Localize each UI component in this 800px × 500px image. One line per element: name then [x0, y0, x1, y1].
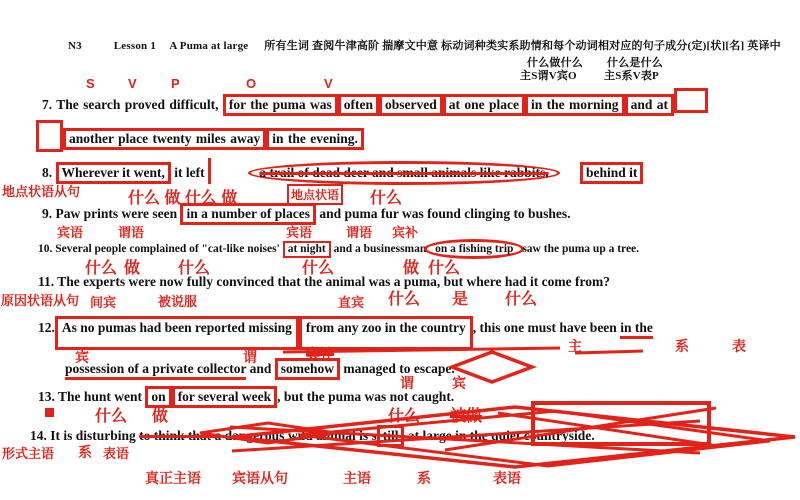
boxed-phrase: behind it — [580, 162, 643, 184]
sentence-number: 8. — [42, 165, 53, 180]
label-object-complement: 宾补 — [392, 225, 419, 240]
boxed-phrase: and at — [625, 94, 674, 116]
label-be-convinced: 被说服 — [158, 294, 198, 309]
lesson-number: Lesson 1 — [113, 40, 157, 52]
sentence-number: 9. — [42, 206, 53, 221]
sentence-number: 11. — [38, 274, 55, 289]
sentence-text: , this one must have been — [472, 320, 617, 335]
red-square-marker — [45, 408, 54, 417]
sentence-8 — [42, 158, 643, 184]
label-direct-object: 直宾 — [338, 295, 365, 310]
formula-be: 什么是什么 — [607, 57, 663, 69]
label-what: 什么 — [178, 260, 211, 277]
label-predicate: 谓 — [243, 349, 257, 365]
label-what: 什么 — [388, 408, 421, 425]
sentence-number: 13. — [38, 389, 55, 404]
circled-struck-phrase: a trail of dead deer and small animals like rabbits. — [248, 161, 559, 185]
label-what: 什么 — [428, 260, 461, 277]
sentence-text: saw the puma up a tree. — [522, 243, 640, 255]
sentence-text: The search proved difficult, — [56, 97, 219, 112]
sentence-text: , but the puma was not caught. — [277, 389, 455, 404]
page-header — [68, 37, 781, 53]
label-predicative: 表语 — [103, 446, 130, 461]
sentence-text: it left — [174, 165, 205, 180]
label-what: 什么 — [85, 260, 118, 277]
label-object: 宾语 — [286, 225, 313, 240]
label-do: 做 — [124, 260, 141, 277]
sentence-12-wrap — [65, 358, 455, 380]
sentence-text: dangerous wild animal is s — [224, 428, 377, 443]
lesson-title: A Puma at large — [169, 40, 249, 52]
label-object-clause: 宾语从句 — [232, 470, 288, 486]
sentence-text: Several people complained of "cat-like noises' — [55, 243, 280, 255]
sentence-text: The hunt went — [58, 389, 143, 404]
sentence-text: and puma fur was found clinging to bushes. — [319, 206, 571, 221]
sentence-text: The experts were now fully convinced that the animal was a puma, but where had it come from? — [57, 274, 611, 289]
pattern-svp: 主S系V表P — [604, 70, 659, 82]
sentence-12 — [38, 316, 653, 338]
boxed-word: on — [145, 386, 171, 408]
underlined-phrase: in the — [620, 320, 653, 339]
header-instructions: 所有生词 查阅牛津高阶 揣摩文中意 标动词种类实系助情和每个动词相对应的句子成分(定)[状][名] 英译中 — [264, 40, 781, 52]
label-formal-subject: 形式主语 — [2, 446, 55, 461]
sentence-number: 12. — [38, 320, 55, 335]
label-object-complement: 宾补 — [306, 346, 334, 362]
empty-red-box — [36, 120, 63, 152]
grammar-letter-o: O — [246, 76, 257, 91]
label-what: 什么 — [505, 291, 538, 308]
boxed-clause: As no pumas had been reported missing — [55, 316, 299, 350]
sentence-text: Paw prints were seen — [55, 206, 178, 221]
label-place-adverbial: 地点状语 — [287, 184, 343, 205]
label-predicative: 表语 — [493, 470, 521, 486]
boxed-phrase: observed — [379, 94, 443, 116]
label-linking-verb: 系 — [675, 338, 689, 354]
grammar-letter-s: S — [86, 76, 95, 91]
label-predicate: 谓语 — [118, 225, 145, 240]
boxed-word: till — [377, 425, 405, 447]
boxed-phrase: for several week — [172, 386, 277, 408]
boxed-phrase: in the morning — [525, 94, 625, 116]
empty-red-box — [674, 88, 708, 113]
sentence-text: and a businessman — [333, 243, 427, 255]
sentence-number: 14. — [30, 428, 47, 443]
label-subject: 主 — [568, 338, 582, 354]
label-do: 做 — [403, 260, 420, 277]
boxed-phrase: in the evening. — [266, 128, 364, 150]
boxed-phrase: another place twenty miles away — [63, 128, 266, 150]
label-what: 什么 — [95, 408, 128, 425]
label-what: 什么 — [370, 190, 403, 207]
boxed-phrase: at night — [283, 241, 331, 258]
sentence-text: It is disturbing — [50, 428, 136, 443]
formula-do: 什么做什么 — [527, 57, 583, 69]
boxed-phrase: Wherever it went, — [56, 162, 171, 184]
label-predicative: 表 — [732, 338, 746, 354]
boxed-phrase: at one place — [443, 94, 525, 116]
red-tick-mark — [208, 158, 211, 184]
sentence-text: at large in the quiet countryside. — [407, 428, 595, 443]
grammar-letter-v: V — [128, 76, 137, 91]
label-predicate: 谓语 — [346, 225, 373, 240]
label-linking-verb: 系 — [78, 444, 92, 460]
label-place-clause: 地点状语从句 — [2, 184, 81, 199]
boxed-word: somehow — [275, 358, 340, 380]
course-code: N3 — [68, 40, 82, 52]
label-what-do: 什么 做 什么 做 — [128, 190, 238, 207]
label-real-subject: 真正主语 — [145, 470, 201, 486]
label-is: 是 — [452, 291, 469, 308]
sentence-7 — [42, 88, 708, 116]
label-object: 宾语 — [57, 225, 84, 240]
sentence-number: 10. — [38, 243, 53, 255]
boxed-phrase: for the puma was — [223, 94, 338, 116]
sentence-7-wrap — [36, 120, 364, 152]
label-indirect-object: 间宾 — [90, 295, 117, 310]
grammar-letter-v2: V — [324, 76, 333, 91]
sentence-text: managed to — [343, 361, 411, 376]
label-object: 宾 — [452, 375, 466, 391]
label-linking-verb: 系 — [417, 470, 431, 486]
boxed-phrase: often — [338, 94, 379, 116]
label-object: 宾 — [75, 349, 89, 365]
sentence-number: 7. — [42, 97, 53, 112]
label-reason-clause: 原因状语从句 — [1, 293, 80, 308]
label-what: 什么 — [302, 260, 335, 277]
pattern-svo: 主S谓V宾O — [520, 70, 577, 82]
label-what: 什么 — [388, 291, 421, 308]
label-subject: 主语 — [343, 470, 371, 486]
diamonded-word: escape. — [413, 361, 455, 376]
boxed-phrase: from any zoo in the country — [299, 316, 473, 350]
grammar-letter-p: P — [171, 76, 180, 91]
struck-phrase: to think that a — [139, 428, 222, 443]
label-do: 做 — [152, 408, 169, 425]
label-predicate: 谓 — [400, 375, 414, 391]
label-be-done: 被做 — [450, 408, 483, 425]
underlined-phrase: possession of a private collector — [65, 361, 246, 380]
sentence-text: and — [249, 361, 272, 376]
circled-phrase: on a fishing trip — [424, 239, 524, 259]
boxed-phrase: in a number of places — [180, 203, 316, 225]
